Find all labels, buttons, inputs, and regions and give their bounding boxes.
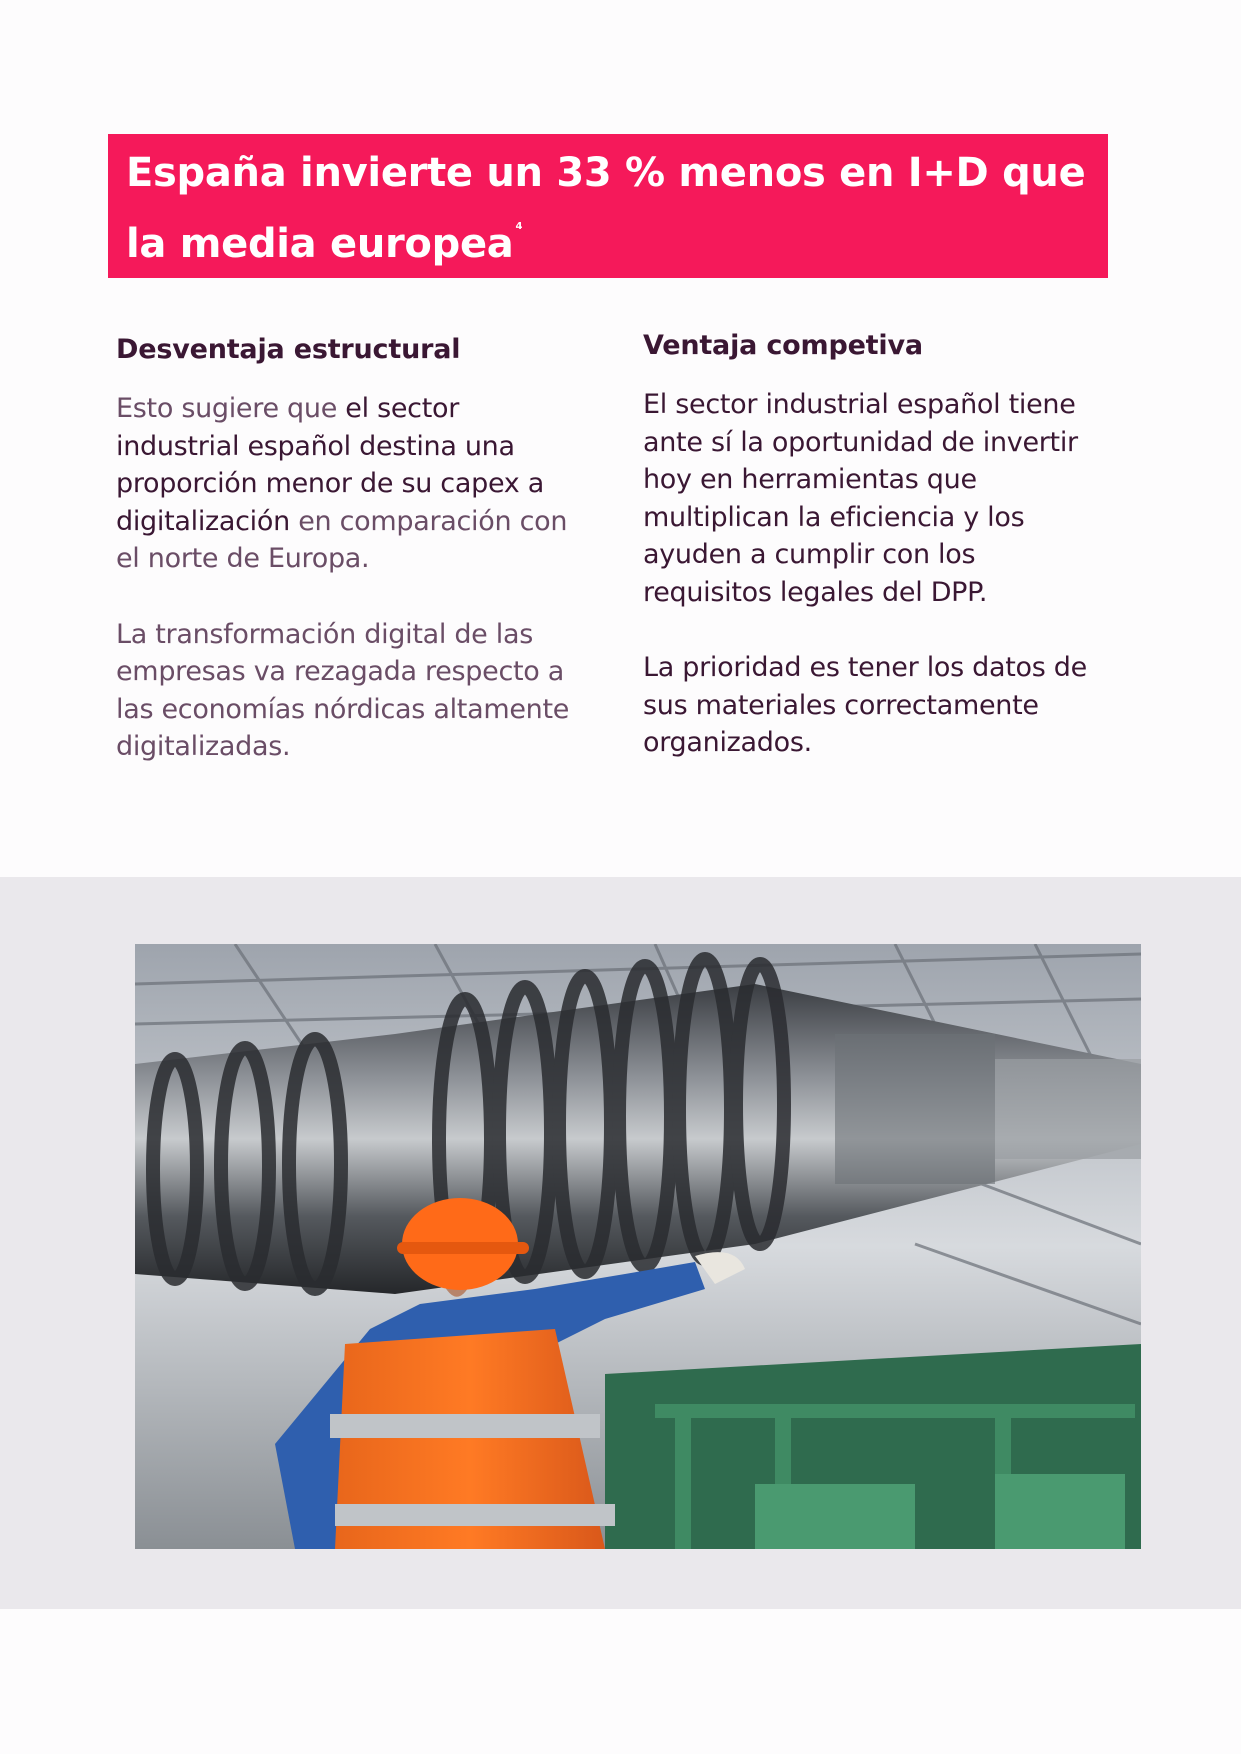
footnote-reference: 4 (515, 221, 523, 232)
left-heading: Desventaja estructural (116, 334, 461, 365)
left-p1-emphasis: el sector industrial español destina una proporción menor de su capex a digitalización (116, 393, 544, 537)
banner-title-text: España invierte un 33 % menos en I+D que la media europea (126, 150, 1086, 267)
right-heading: Ventaja competiva (643, 330, 923, 361)
left-p1-intro: Esto sugiere que (116, 393, 346, 424)
right-paragraph-2: La prioridad es tener los datos de sus materiales correctamente organizados. (643, 652, 1087, 758)
left-p1-end: en comparación con el norte de Europa. (116, 505, 568, 574)
title-banner (108, 134, 1108, 278)
left-paragraph-1 (116, 390, 586, 578)
left-column (116, 330, 586, 804)
banner-title (126, 146, 1086, 271)
right-paragraph-1: El sector industrial español tiene ante sí la oportunidad de invertir hoy en herramientas que multiplican la eficiencia y los ayuden a cumplir con los requisitos legales del DPP. (643, 389, 1078, 608)
factory-worker-photo (135, 944, 1141, 1549)
left-paragraph-2: La transformación digital de las empresas va rezagada respecto a las economías nórdicas altamente digitalizadas. (116, 618, 570, 762)
right-column (643, 326, 1103, 800)
